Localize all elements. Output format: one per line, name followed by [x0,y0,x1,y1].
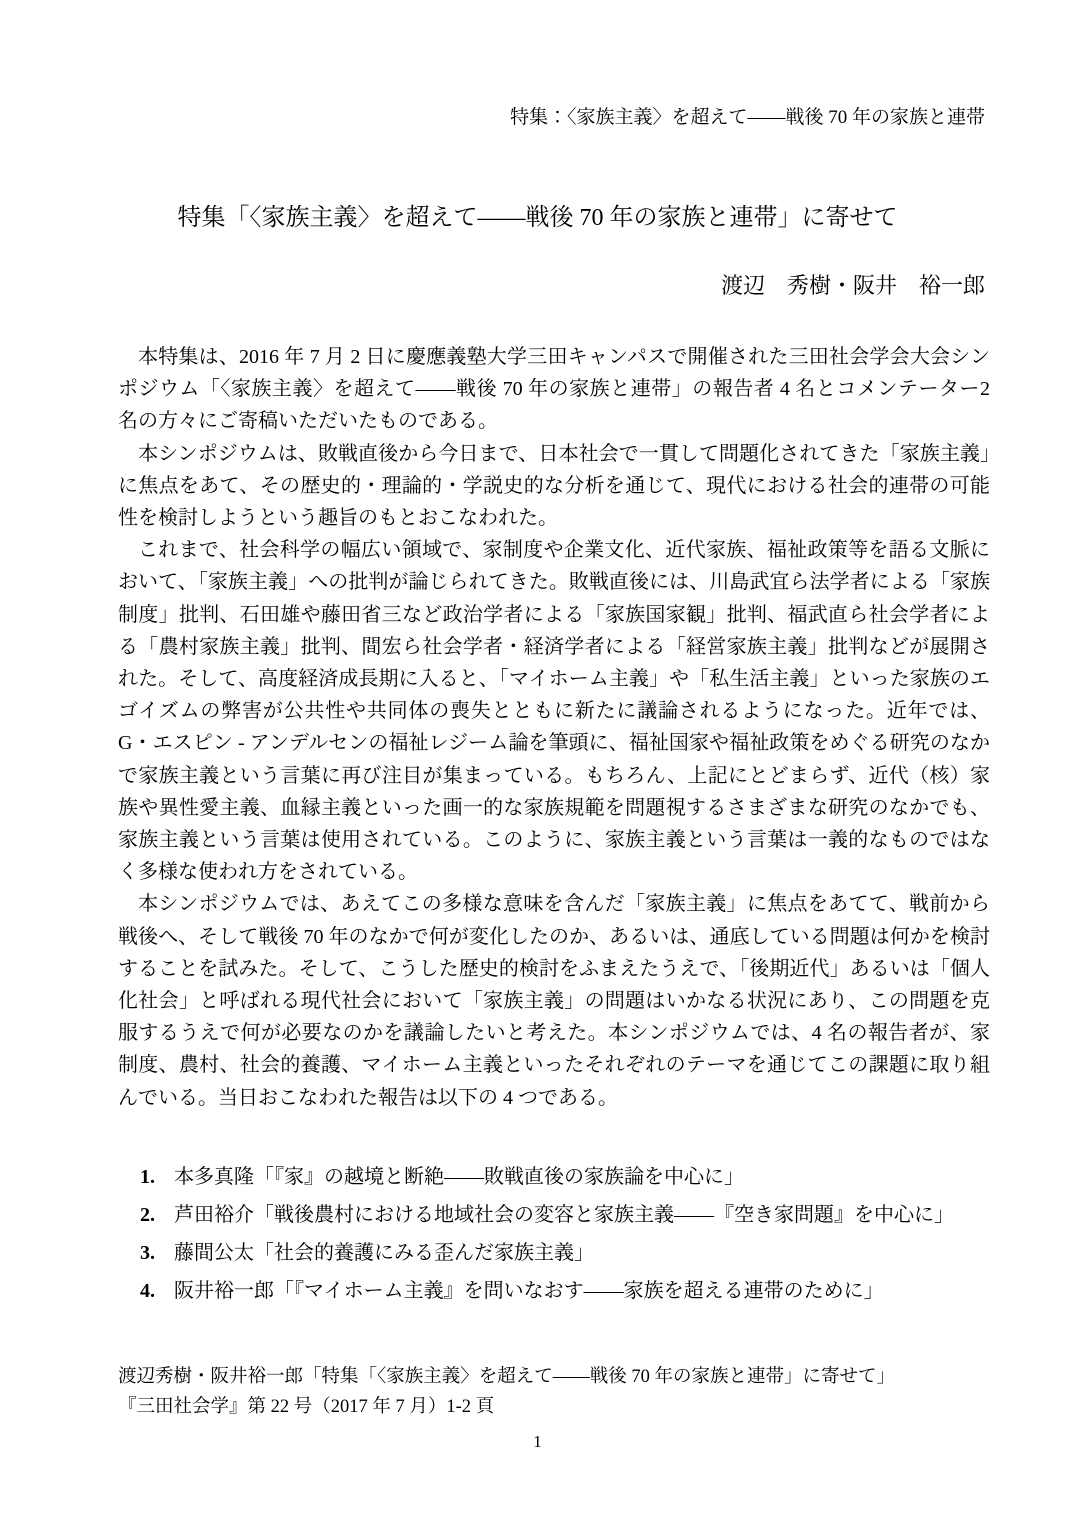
report-list-item [140,1196,990,1234]
report-list-item [140,1234,990,1272]
report-list-item [140,1158,990,1196]
paragraph-2: 本シンポジウムは、敗戦直後から今日まで、日本社会で一貫して問題化されてきた「家族主義」に焦点をあて、その歴史的・理論的・学説史的な分析を通じて、現代における社会的連帯の可能性を検討しようという趣旨のもとおこなわれた。 [118,442,990,530]
running-head: 特集：〈家族主義〉を超えて——戦後 70 年の家族と連帯 [509,107,985,128]
report-item-title: 藤間公太「社会的養護にみる歪んだ家族主義」 [174,1241,594,1264]
paragraph-1: 本特集は、2016 年 7 月 2 日に慶應義塾大学三田キャンパスで開催された三田社会学会大会シンポジウム「〈家族主義〉を超えて——戦後 70 年の家族と連帯」の報告者 4 名とコメンテーター2 名の方々にご寄稿いただいたものである。 [118,346,990,433]
footer-citation [118,1362,985,1422]
report-item-number: 3. [140,1241,155,1264]
report-item-number: 4. [140,1279,155,1302]
footer-citation-line-2: 『三田社会学』第 22 号（2017 年 7 月）1-2 頁 [118,1397,495,1417]
article-body [118,341,990,1310]
paragraph-4: 本シンポジウムでは、あえてこの多様な意味を含んだ「家族主義」に焦点をあてて、戦前から戦後へ、そして戦後 70 年のなかで何が変化したのか、あるいは、通底している問題は何かを検討することを試みた。そして、こうした歴史的検討をふまえたうえで、「後期近代」あるいは「個人化社会」と呼ばれる現代社会において「家族主義」の問題はいかなる状況にあり、この問題を克服するうえで何が必要なのかを議論したいと考えた。本シンポジウムでは、4 名の報告者が、家制度、農村、社会的養護、マイホーム主義といったそれぞれのテーマを通じてこの課題に取り組んでいる。当日おこなわれた報告は以下の 4 つである。 [118,893,990,1109]
report-item-title: 阪井裕一郎「『マイホーム主義』を問いなおす——家族を超える連帯のために」 [174,1279,884,1302]
report-item-number: 1. [140,1165,155,1188]
article-title: 特集「〈家族主義〉を超えて——戦後 70 年の家族と連帯」に寄せて [177,205,898,231]
paragraph-3: これまで、社会科学の幅広い領域で、家制度や企業文化、近代家族、福祉政策等を語る文脈において、「家族主義」への批判が論じられてきた。敗戦直後には、川島武宜ら法学者による「家族制度」批判、石田雄や藤田省三など政治学者による「家族国家観」批判、福武直ら社会学者による「農村家族主義」批判、間宏ら社会学者・経済学者による「経営家族主義」批判などが展開された。そして、高度経済成長期に入ると、「マイホーム主義」や「私生活主義」といった家族のエゴイズムの弊害が公共性や共同体の喪失とともに新たに議論されるようになった。近年では、G・エスピン - アンデルセンの福祉レジーム論を筆頭に、福祉国家や福祉政策をめぐる研究のなかで家族主義という言葉に再び注目が集まっている。もちろん、上記にとどまらず、近代（核）家族や異性愛主義、血縁主義といった画一的な家族規範を問題視するさまざまな研究のなかでも、家族主義という言葉は使用されている。このように、家族主義という言葉は一義的なものではなく多様な使われ方をされている。 [118,539,990,884]
authors-line: 渡辺 秀樹・阪井 裕一郎 [720,273,985,298]
report-item-number: 2. [140,1203,155,1226]
report-list-item [140,1272,990,1310]
report-item-title: 本多真隆「『家』の越境と断絶——敗戦直後の家族論を中心に」 [174,1165,744,1188]
report-list [118,1158,990,1310]
footer-citation-line-1: 渡辺秀樹・阪井裕一郎「特集「〈家族主義〉を超えて——戦後 70 年の家族と連帯」に寄せて」 [118,1367,896,1387]
report-item-title: 芦田裕介「戦後農村における地域社会の変容と家族主義——『空き家問題』を中心に」 [174,1203,954,1226]
page-number: 1 [533,1432,542,1451]
